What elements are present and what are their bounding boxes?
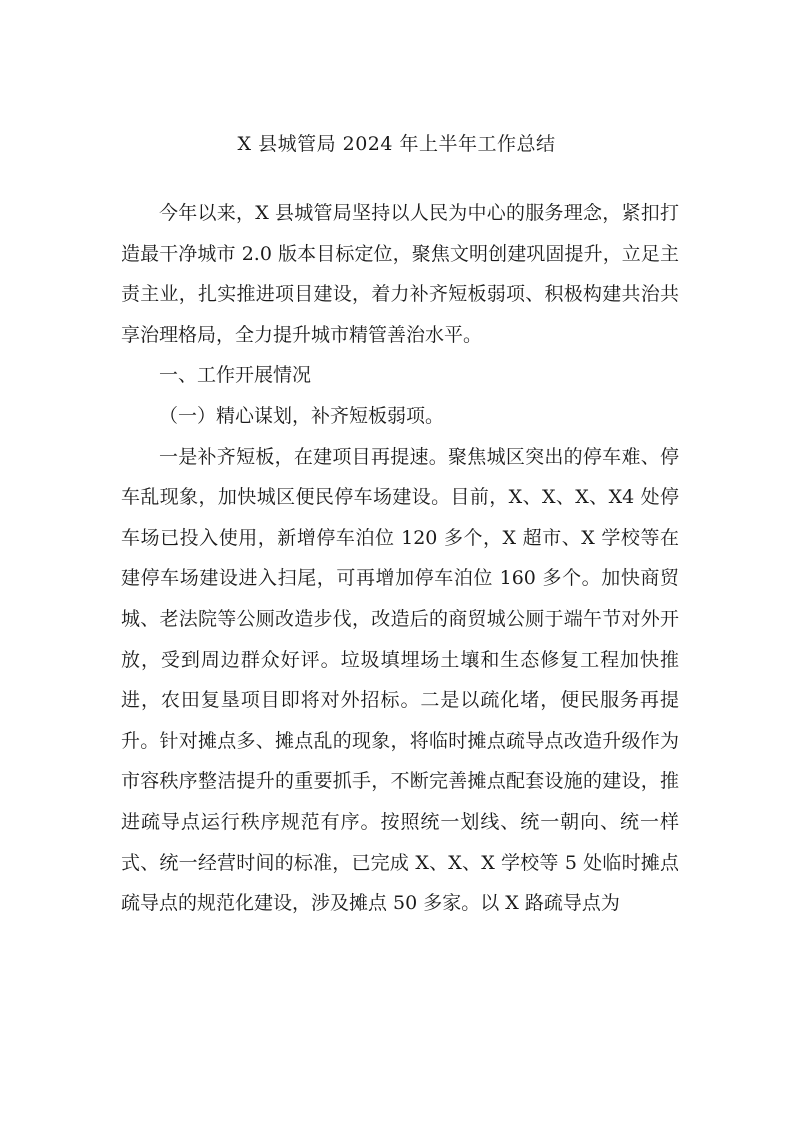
document-title: X 县城管局 2024 年上半年工作总结 (237, 133, 556, 155)
body-paragraph: 一是补齐短板，在建项目再提速。聚焦城区突出的停车难、停车乱现象，加快城区便民停车场建设。目前，X、X、X、X4 处停车场已投入使用，新增停车泊位 120 多个，X 超市、X 学校等在建停车场建设进入扫尾，可再增加停车泊位 160 多个。加快商贸城、老法院等公厕改造步伐，改造后的商贸城公厕于端午节对外开放，受到周边群众好评。垃圾填埋场土壤和生态修复工程加快推进，农田复垦项目即将对外招标。二是以疏化堵，便民服务再提升。针对摊点多、摊点乱的现象，将临时摊点疏导点改造升级作为市容秩序整洁提升的重要抓手，不断完善摊点配套设施的建设，推进疏导点运行秩序规范有序。按照统一划线、统一朝向、统一样式、统一经营时间的标准，已完成 X、X、X 学校等 5 处临时摊点疏导点的规范化建设，涉及摊点 50 多家。以 X 路疏导点为 (121, 445, 679, 915)
intro-paragraph: 今年以来，X 县城管局坚持以人民为中心的服务理念，紧扣打造最干净城市 2.0 版本目标定位，聚焦文明创建巩固提升，立足主责主业，扎实推进项目建设，着力补齐短板弱项、积极构建共治共享治理格局，全力提升城市精管善治水平。 (121, 202, 679, 346)
subsection-heading: （一）精心谋划，补齐短板弱项。 (159, 404, 445, 427)
section-heading: 一、工作开展情况 (159, 364, 312, 387)
document-body (121, 193, 679, 924)
